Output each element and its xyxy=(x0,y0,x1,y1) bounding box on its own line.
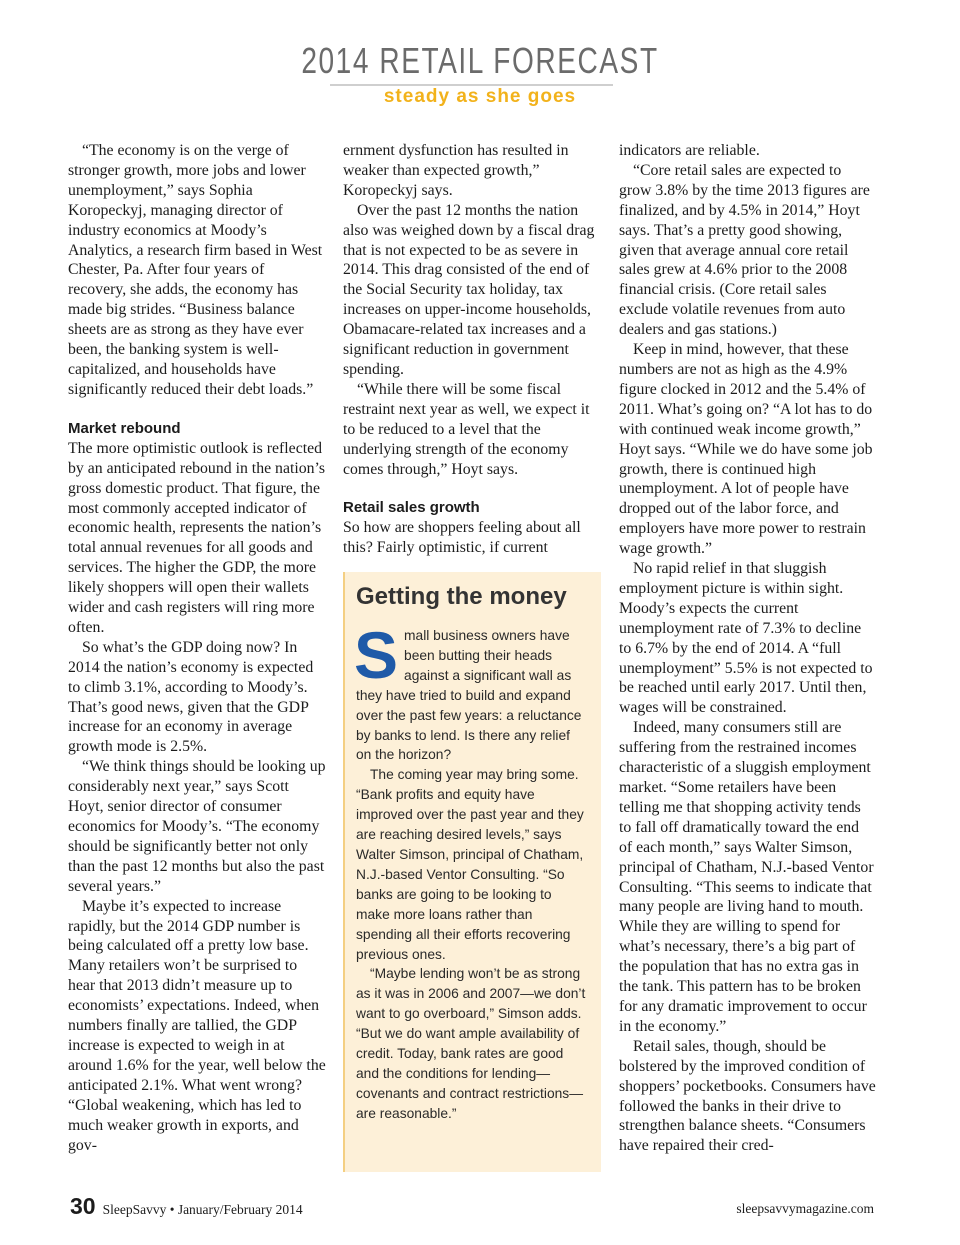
sidebar-title: Getting the money xyxy=(356,583,567,610)
paragraph: “We think things should be looking up considerably next year,” says Scott Hoyt, senior director of consumer economics for Moody’s. “The economy should be significantly better not only than the past 12 months but also the past several years.” xyxy=(68,758,326,895)
paragraph: So what’s the GDP doing now? In 2014 the nation’s economy is expected to climb 3.1%, according to Moody’s. That’s good news, given that the GDP increase for an economy in average growth mode is 2.5%. xyxy=(68,638,314,756)
sidebar-text xyxy=(354,618,589,1124)
article-column-2 xyxy=(343,141,601,558)
paragraph: The more optimistic outlook is reflected by an anticipated rebound in the nation’s gross domestic product. That figure, the most commonly accepted indicator of economic health, represents the nation’s total annual revenues for all goods and services. The higher the GDP, the more likely shoppers will open their wallets wider and cash registers will ring more often. xyxy=(68,439,326,636)
section-heading-retail-sales-growth: Retail sales growth xyxy=(343,499,480,517)
paragraph: The coming year may bring some. “Bank profits and equity have improved over the past year and they are reaching desired levels,” says Walter Simson, principal of Chatham, N.J.-based Ventor Consulting. “So banks are going to be looking to make more loans rather than spending all their efforts recovering previous ones. xyxy=(356,767,584,962)
website-url: sleepsavvymagazine.com xyxy=(736,1201,874,1216)
paragraph-text: mall business owners have been butting their heads against a significant wall as they have tried to build and expand over the past few years: a reluctance by banks to lend. Is there any relief on the horizon? xyxy=(356,628,582,763)
section-heading-market-rebound: Market rebound xyxy=(68,419,181,437)
paragraph: Keep in mind, however, that these numbers are not as high as the 4.9% figure clocked in 2012 and the 5.4% of 2011. What’s going on? “A lot has to do with continued weak income growth,” Hoyt says. “While we do have some job growth, there is continued high unemployment. A lot of people have dropped out of the labor force, and employers have more power to restrain wage growth.” xyxy=(619,341,873,558)
paragraph: indicators are reliable. xyxy=(619,142,760,159)
paragraph: “The economy is on the verge of stronger growth, more jobs and lower unemployment,” says Sophia Koropeckyj, managing director of industry economics at Moody’s Analytics, a research firm based in West Chester, Pa. After four years of recovery, she adds, the economy has made big strides. “Business balance sheets are as strong as they have ever been, the banking system is well-capitalized, and households have significantly reduced their debt loads.” xyxy=(68,142,323,398)
paragraph: Indeed, many consumers still are suffering from the restrained incomes characteristic of a sluggish employment market. “Some retailers have been telling me that shopping activity tends to fall off dramatically toward the end of each month,” says Walter Simson, principal of Chatham, N.J.-based Ventor Consulting. “This seems to indicate that many people are living hand to mouth. While they are willing to spend for what’s necessary, there’s a big part of the population that has no extra gas in the tank. This pattern has to be broken for any dramatic improvement to occur in the economy.” xyxy=(619,719,874,1035)
paragraph: Retail sales, though, should be bolstered by the improved condition of shoppers’ pocketbooks. Consumers have followed the banks in their drive to strengthen balance sheets. “Consumers have repaired their cred- xyxy=(619,1037,876,1155)
paragraph: “While there will be some fiscal restraint next year as well, we expect it to be reduced to a level that the underlying strength of the economy comes through,” Hoyt says. xyxy=(343,380,590,478)
paragraph: Over the past 12 months the nation also was weighed down by a fiscal drag that is not expected to be as severe in 2014. This drag consisted of the end of the Social Security tax holiday, tax increases on upper-income households, Obamacare-related tax increases and a significant reduction in government spending. xyxy=(343,201,595,378)
page-number: 30 xyxy=(70,1193,96,1219)
paragraph: No rapid relief in that sluggish employment picture is within sight. Moody’s expects the current unemployment rate of 7.3% to decline to 6.7% by the end of 2014. A “full unemployment” 5.5% is not expected to be reached until early 2017. Until then, wages will be constrained. xyxy=(619,560,873,717)
paragraph: So how are shoppers feeling about all this? Fairly optimistic, if current xyxy=(343,519,581,557)
paragraph xyxy=(354,618,589,765)
page-subtitle: steady as she goes xyxy=(383,86,577,107)
page-title: 2014 RETAIL FORECAST xyxy=(301,40,659,81)
article-column-3 xyxy=(619,141,876,1156)
page-footer xyxy=(70,1193,303,1220)
magazine-issue: SleepSavvy • January/February 2014 xyxy=(102,1202,303,1217)
sidebar-box-getting-the-money xyxy=(343,572,601,1172)
paragraph: “Maybe lending won’t be as strong as it was in 2006 and 2007—we don’t want to go overboard,” Simson adds. “But we do want ample availability of credit. Today, bank rates are good and the conditions for lending—covenants and contract restrictions—are reasonable.” xyxy=(356,966,586,1121)
drop-cap: S xyxy=(354,618,399,692)
paragraph: “Core retail sales are expected to grow 3.8% by the time 2013 figures are finalized, and by 4.5% in 2014,” Hoyt says. That’s a pretty good showing, given that average annual core retail sales grew at 4.6% prior to the 2008 financial crisis. (Core retail sales exclude volatile revenues from auto dealers and gas stations.) xyxy=(619,161,870,339)
paragraph: Maybe it’s expected to increase rapidly, but the 2014 GDP number is being calculated off a pretty low base. Many retailers won’t be surprised to hear that 2013 didn’t measure up to economists’ expectations. Indeed, when numbers finally are tallied, the GDP increase is expected to weigh in at around 1.6% for the year, well below the anticipated 2.1%. What went wrong? “Global weakening, which has led to much weaker growth in exports, and gov- xyxy=(68,897,326,1154)
article-column-1 xyxy=(68,141,326,1155)
paragraph: ernment dysfunction has resulted in weaker than expected growth,” Koropeckyj says. xyxy=(343,142,569,199)
